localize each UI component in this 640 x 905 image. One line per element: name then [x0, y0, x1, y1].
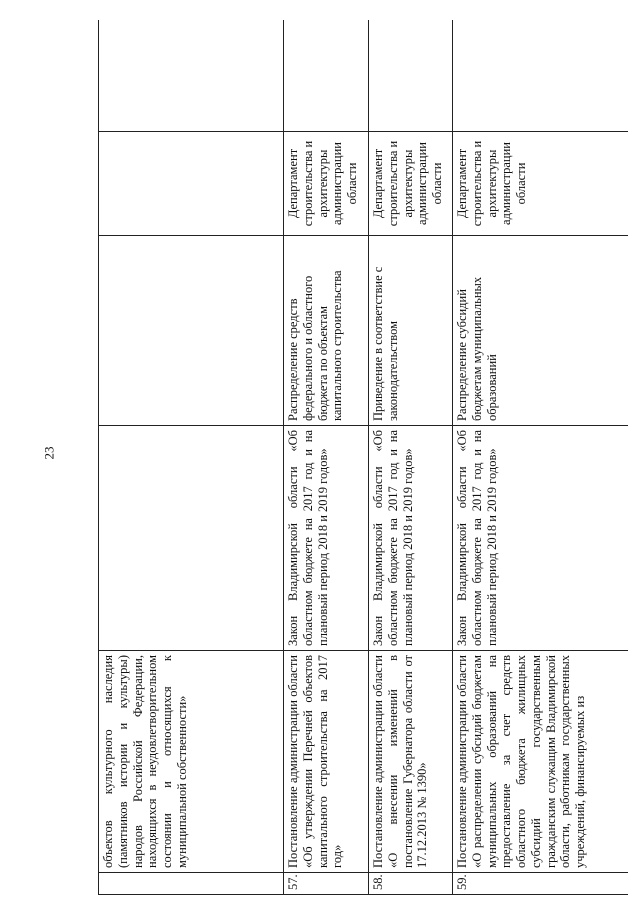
document-title-cell: Постановление администрации области «О распределении субсидий бюджетам муниципальных образований на предоставление за счет средств областного бюджета жилищных субсидий государственным гражданским служащим Владимирской области, работникам государственных учреждений, финансируемых из — [453, 651, 629, 873]
purpose-cell — [99, 236, 284, 426]
table-row — [284, 20, 369, 895]
row-number-cell: 58. — [369, 873, 453, 895]
department-cell: Департамент строительства и архитектуры администрации области — [284, 132, 369, 236]
document-title-cell: объектов культурного наследия (памятников истории и культуры) народов Российской Федерации, находящихся в неудовлетворительном состоянии и относящихся к муниципальной собственности» — [99, 651, 284, 873]
row-number-cell — [99, 873, 284, 895]
table-row — [453, 20, 629, 895]
row-number-cell: 57. — [284, 873, 369, 895]
document-table — [98, 20, 628, 895]
purpose-cell: Распределение субсидий бюджетам муниципальных образований — [453, 236, 629, 426]
row-number-cell: 59. — [453, 873, 629, 895]
empty-cell — [453, 20, 629, 132]
purpose-cell: Распределение средств федерального и областного бюджета по объектам капитального строительства — [284, 236, 369, 426]
department-cell: Департамент строительства и архитектуры администрации области — [453, 132, 629, 236]
legal-basis-cell: Закон Владимирской области «Об областном бюджете на 2017 год и на плановый период 2018 и 2019 годов» — [453, 426, 629, 651]
department-cell — [99, 132, 284, 236]
purpose-cell: Приведение в соответствие с законодательством — [369, 236, 453, 426]
document-title-cell: Постановление администрации области «Об утверждении Перечней объектов капитального строительства на 2017 год» — [284, 651, 369, 873]
legal-basis-cell — [99, 426, 284, 651]
table-row — [369, 20, 453, 895]
empty-cell — [369, 20, 453, 132]
rotated-page-content — [98, 20, 628, 895]
empty-cell — [99, 20, 284, 132]
empty-cell — [284, 20, 369, 132]
table-row — [99, 20, 284, 895]
legal-basis-cell: Закон Владимирской области «Об областном бюджете на 2017 год и на плановый период 2018 и 2019 годов» — [369, 426, 453, 651]
page-number: 23 — [41, 446, 57, 460]
department-cell: Департамент строительства и архитектуры администрации области — [369, 132, 453, 236]
legal-basis-cell: Закон Владимирской области «Об областном бюджете на 2017 год и на плановый период 2018 и 2019 годов» — [284, 426, 369, 651]
document-title-cell: Постановление администрации области «О внесении изменений в постановление Губернатора области от 17.12.2013 № 1390» — [369, 651, 453, 873]
